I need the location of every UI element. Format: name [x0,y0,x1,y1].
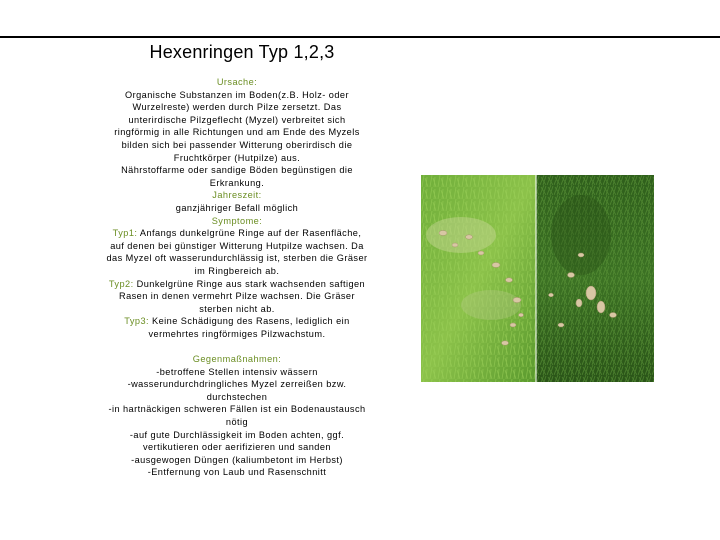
typ1-first-line [100,227,374,240]
typ2-first-text: Dunkelgrüne Ringe aus stark wachsenden saftigen [133,278,366,289]
ursache-line: Erkrankung. [209,177,265,188]
paragraph-gap [100,340,374,353]
lawn-mushroom-photo [421,175,654,382]
gegenmassnahmen-line: -wasserundurchdringliches Myzel zerreißen bzw. [127,379,347,390]
gegenmassnahmen-line: -ausgewogen Düngen (kaliumbetont im Herbst) [131,454,343,465]
body-text [100,76,374,479]
typ2-first-line [100,278,374,291]
gegenmassnahmen-line: nötig [225,417,249,428]
gegenmassnahmen-line: durchstechen [206,391,268,402]
typ1-line: auf denen bei günstiger Witterung Hutpilze wachsen. Da [110,240,364,251]
gegenmassnahmen-heading: Gegenmaßnahmen: [192,354,282,365]
symptome-heading: Symptome: [211,215,263,226]
typ1-line: im Ringbereich ab. [194,265,280,276]
typ3-first-text: Keine Schädigung des Rasens, lediglich ein [149,316,350,327]
ursache-line: bilden sich bei passender Witterung oberirdisch die [121,139,353,150]
ursache-heading: Ursache: [216,77,258,87]
gegenmassnahmen-line: -auf gute Durchlässigkeit im Boden achten, ggf. [129,429,345,440]
typ3-label: Typ3: [124,316,150,327]
ursache-line: Nährstoffarme oder sandige Böden begünstigen die [121,165,353,176]
typ2-label: Typ2: [108,278,134,289]
top-rule [0,36,720,38]
typ1-label: Typ1: [112,228,138,239]
ursache-line: Organische Substanzen im Boden(z.B. Holz- oder [125,89,349,100]
typ1-line: das Myzel oft wasserundurchlässig ist, sterben die Gräser [106,253,368,264]
page-title: Hexenringen Typ 1,2,3 [149,42,335,62]
typ2-line: sterben nicht ab. [199,303,275,314]
jahreszeit-heading: Jahreszeit: [212,190,262,201]
ursache-line: unterirdische Pilzgeflecht (Myzel) verbreitet sich [128,114,346,125]
gegenmassnahmen-line: -in hartnäckigen schweren Fällen ist ein Bodenaustausch [108,404,366,415]
typ2-line: Rasen in denen vermehrt Pilze wachsen. Die Gräser [118,291,355,302]
typ3-first-line [100,315,374,328]
ursache-line: Fruchtkörper (Hutpilze) aus. [173,152,301,163]
ursache-line: Wurzelreste) werden durch Pilze zersetzt. Das [132,102,342,113]
gegenmassnahmen-line: -betroffene Stellen intensiv wässern [156,366,318,377]
typ3-line: vermehrtes ringförmiges Pilzwachstum. [148,328,326,339]
typ1-first-text: Anfangs dunkelgrüne Ringe auf der Rasenfläche, [137,228,362,239]
ursache-line: ringförmig in alle Richtungen und am Ende des Myzels [114,127,360,138]
gegenmassnahmen-line: -Entfernung von Laub und Rasenschnitt [147,467,327,478]
gegenmassnahmen-line: vertikutieren oder aerifizieren und sanden [143,442,331,453]
jahreszeit-line: ganzjähriger Befall möglich [175,202,299,213]
